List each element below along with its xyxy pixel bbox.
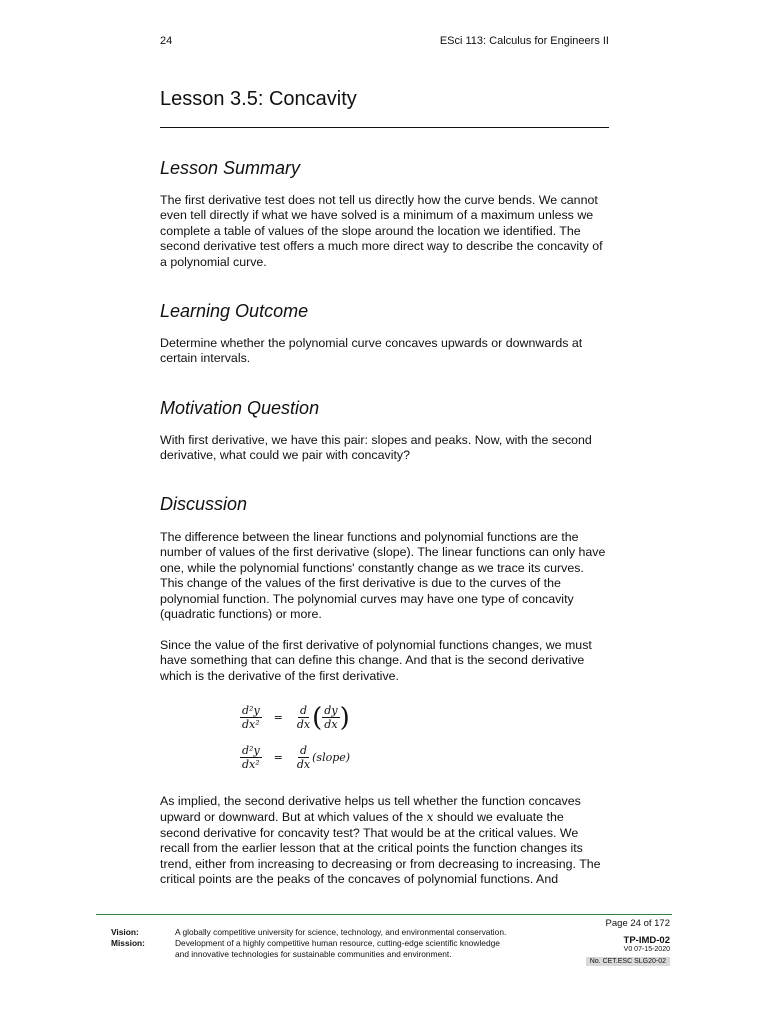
outcome-text: Determine whether the polynomial curve concaves upwards or downwards at certain intervals.	[160, 336, 583, 366]
page-number: 24	[160, 35, 173, 47]
summary-heading: Lesson Summary	[160, 158, 301, 178]
vision-text: A globally competitive university for science, technology, and environmental conservation.	[175, 927, 507, 937]
vision-label: Vision:	[111, 927, 139, 937]
page-header	[160, 35, 609, 47]
fraction-d2y-dx2: $\frac{\text{d²y}}{\text{dx²}}$	[242, 704, 260, 731]
fraction-d2y-dx2: $\frac{\text{d²y}}{\text{dx²}}$	[242, 744, 260, 771]
discussion-heading: Discussion	[160, 494, 248, 514]
fraction-d-dx: $\frac{d}{dx}$	[296, 744, 311, 771]
document-code: TP-IMD-02	[623, 935, 670, 946]
mission-text-line-1: Development of a highly competitive human resource, cutting-edge scientific knowledge	[175, 938, 500, 948]
title-divider	[160, 127, 609, 128]
document-version: V0 07-15-2020	[623, 946, 670, 953]
outcome-heading: Learning Outcome	[160, 301, 309, 321]
mission-text-line-2: and innovative technologies for sustainable communities and environment.	[175, 949, 452, 959]
page-count: Page 24 of 172	[605, 918, 670, 929]
summary-text: The first derivative test does not tell us directly how the curve bends. We cannot even tell directly if what we have solved is a minimum of a maximum unless we complete a table of values of the slope around the location we identified. The second derivative test offers a much more direct way to describe the concavity of a polynomial curve.	[160, 193, 603, 269]
fraction-dy-dx: $\frac{dy}{dx}$	[324, 704, 338, 731]
equation-second-derivative-definition: $\frac{\text{d²y}}{\text{dx²}}$ = $\frac{d}{dx}$ ( $\frac{dy}{dx}$ )	[242, 702, 350, 733]
mission-label: Mission:	[111, 938, 145, 948]
discussion-paragraph-2: Since the value of the first derivative of polynomial functions changes, we must have something that can define this change. And that is the second derivative which is the derivative of the first derivative.	[160, 638, 592, 683]
footer-document-info	[560, 918, 670, 965]
motivation-text: With first derivative, we have this pair: slopes and peaks. Now, with the second derivative, what could we pair with concavity?	[160, 433, 592, 463]
lesson-title: Lesson 3.5: Concavity	[160, 88, 357, 110]
footer-vision-mission	[111, 927, 506, 960]
fraction-d-dx: $\frac{d}{dx}$	[296, 704, 311, 731]
equation-second-derivative-slope: $\frac{\text{d²y}}{\text{dx²}}$ = $\frac{d}{dx}$ (slope)	[242, 744, 351, 771]
control-number: No. CET.ESC SLG20-02	[586, 957, 670, 966]
footer-divider	[96, 914, 672, 915]
discussion-paragraph-1: The difference between the linear functions and polynomial functions are the number of values of the first derivative (slope). The linear functions can only have one, while the polynomial functions' constantly change as we trace its curves. This change of the values of the first derivative is due to the curves of the polynomial function. The polynomial curves may have one type of concavity (quadratic functions) or more.	[160, 530, 606, 622]
motivation-heading: Motivation Question	[160, 398, 320, 418]
discussion-paragraph-3: As implied, the second derivative helps us tell whether the function concaves upward or downward. But at which values of the x should we evaluate the second derivative for concavity test? That would be at the critical values. We recall from the earlier lesson that at the critical points the function changes its trend, either from increasing to decreasing or from decreasing to increasing. The critical points are the peaks of the concaves of polynomial functions. And	[160, 794, 601, 887]
course-title: ESci 113: Calculus for Engineers II	[439, 35, 609, 47]
